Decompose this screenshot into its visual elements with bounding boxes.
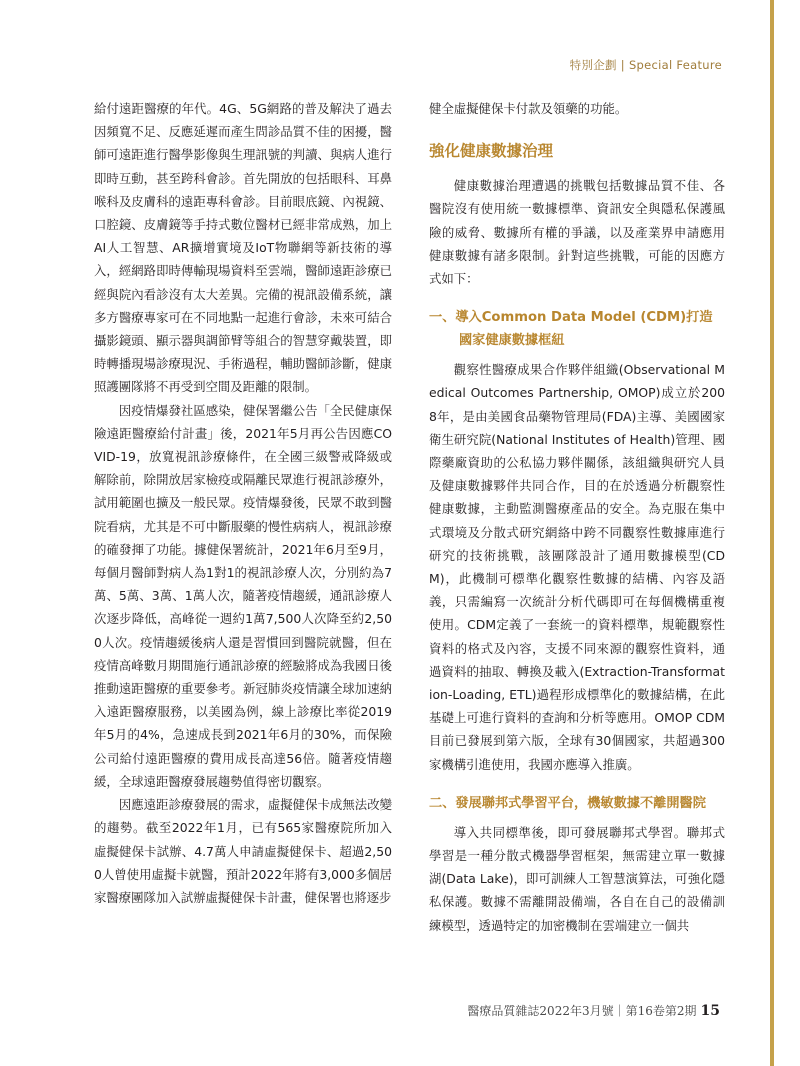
journal-citation: 醫療品質雜誌2022年3月號｜第16卷第2期 [467,1004,697,1018]
right-paragraph-2: 觀察性醫療成果合作夥伴組織(Observational Medical Outcomes Partnership, OMOP)成立於2008年，是由美國食品藥物管理局(FDA)主導、美國國家衛生研究院(National Institutes of Health)管理、國際藥廠資助的公私協力夥伴關係，該組織與研究人員及健康數據夥伴共同合作，目的在於透過分析觀察性健康數據，主動監測醫療產品的安全。為克服在集中式環境及分散式研究網絡中跨不同觀察性數據庫進行研究的技術挑戰，該團隊設計了通用數據模型(CDM)，此機制可標準化觀察性數據的結構、內容及語義，只需編寫一次統計分析代碼即可在每個機構重複使用。CDM定義了一套統一的資料標準，規範觀察性資料的格式及內容，支援不同來源的觀察性資料，通過資料的抽取、轉換及載入(Extraction-Transformation-Loading, ETL)過程形成標準化的數據結構，在此基礎上可進行資料的查詢和分析等應用。OMOP CDM目前已發展到第六版，全球有30個國家，共超過300家機構引進使用，我國亦應導入推廣。 [429,362,725,772]
right-column [429,97,725,937]
section-header-label: 特別企劃 | Special Feature [569,58,722,72]
page-number: 15 [700,1003,720,1019]
subsection-title-2: 二、發展聯邦式學習平台，機敏數據不離開醫院 [429,795,706,811]
right-paragraph-1: 健康數據治理遭遇的挑戰包括數據品質不佳、各醫院沒有使用統一數據標準、資訊安全與隱私保護風險的威脅、數據所有權的爭議，以及產業界申請應用健康數據有諸多限制。針對這些挑戰，可能的因應方式如下： [429,178,725,287]
page-footer [467,1002,720,1019]
right-paragraph-3: 導入共同標準後，即可發展聯邦式學習。聯邦式學習是一種分散式機器學習框架，無需建立單一數據湖(Data Lake)，即可訓練人工智慧演算法，可強化隱私保護。數據不需離開設備端，各自在自己的設備訓練模型，透過特定的加密機制在雲端建立一個共 [429,824,725,933]
subsection-title-1: 一、導入Common Data Model (CDM)打造國家健康數據框紐 [429,310,713,349]
left-paragraph-1: 給付遠距醫療的年代。4G、5G網路的普及解決了過去因頻寬不足、反應延遲而產生問診品質不佳的困擾，醫師可遠距進行醫學影像與生理訊號的判讀、與病人進行即時互動，甚至跨科會診。首先開放的包括眼科、耳鼻喉科及皮膚科的遠距專科會診。目前眼底鏡、內視鏡、口腔鏡、皮膚鏡等手持式數位醫材已經非常成熟，加上AI人工智慧、AR擴增實境及IoT物聯網等新技術的導入，經網路即時傳輸現場資料至雲端，醫師遠距診療已經與院內看診沒有太大差異。完備的視訊設備系統，讓多方醫療專家可在不同地點一起進行會診，未來可結合攝影鏡頭、顯示器與調節臂等組合的智慧穿戴裝置，即時轉播現場診療現況、手術過程，輔助醫師診斷，健康照護團隊將不再受到空間及距離的限制。 [94,101,392,395]
left-column [94,97,392,909]
section-title: 強化健康數據治理 [429,142,554,161]
gold-edge-rule [770,0,774,1066]
right-paragraph-0: 健全虛擬健保卡付款及領藥的功能。 [429,101,628,116]
left-paragraph-2: 因疫情爆發社區感染，健保署繼公告「全民健康保險遠距醫療給付計畫」後，2021年5月再公告因應COVID-19，放寬視訊診療條件，在全國三級警戒降級或解除前，除開放居家檢疫或隔離民眾進行視訊診療外，試用範圍也擴及一般民眾。疫情爆發後，民眾不敢到醫院看病，尤其是不可中斷服藥的慢性病病人，視訊診療的確發揮了功能。據健保署統計，2021年6月至9月，每個月醫師對病人為1對1的視訊診療人次，分別約為7萬、5萬、3萬、1萬人次，隨著疫情趨緩，通訊診療人次逐步降低，高峰從一週約1萬7,500人次降至約2,500人次。疫情趨緩後病人還是習慣回到醫院就醫，但在疫情高峰數月期間施行通訊診療的經驗將成為我國日後推動遠距醫療的重要參考。新冠肺炎疫情讓全球加速納入遠距醫療服務，以美國為例，線上診療比率從2019年5月的4%，急速成長到2021年6月的30%，而保險公司給付遠距醫療的費用成長高達56倍。隨著疫情趨緩，全球遠距醫療發展趨勢值得密切觀察。 [94,402,392,789]
left-paragraph-3: 因應遠距診療發展的需求，虛擬健保卡成無法改變的趨勢。截至2022年1月，已有565家醫療院所加入虛擬健保卡試辦、4.7萬人申請虛擬健保卡、超過2,500人曾使用虛擬卡就醫，預計2022年將有3,000多個居家醫療團隊加入試辦虛擬健保卡計畫，健保署也將逐步 [94,797,392,905]
